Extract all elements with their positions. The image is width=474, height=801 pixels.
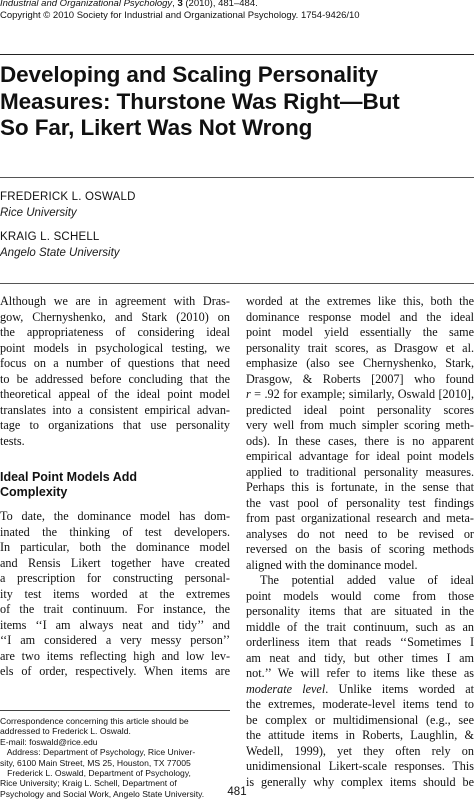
- text-fragment: . Unlike items worded at: [325, 681, 474, 696]
- journal-name: Industrial and Organizational Psychology: [0, 0, 173, 9]
- text-line: reversed on the basis of scoring methods: [246, 542, 474, 556]
- text-line: not.’’ We will refer to items like these as: [246, 666, 474, 680]
- footnote-line: Psychology and Social Work, Angelo State University.: [0, 788, 205, 799]
- text-line: to be addressed before concluding that the: [0, 371, 230, 386]
- text-line: the appropriateness of considering ideal: [0, 325, 230, 339]
- text-line: ity test items worded at the extremes: [0, 586, 230, 601]
- right-column: [246, 294, 474, 790]
- text-line: orderliness item that reads ‘‘Sometimes I: [246, 635, 474, 649]
- text-line: point models in psychological testing, we: [0, 340, 230, 355]
- text-line: Perhaps this is fortunate, in the sense that: [246, 480, 474, 494]
- author-name: KRAIG L. SCHELL: [0, 231, 100, 243]
- section-heading: [0, 470, 230, 500]
- text-line: analyses do not need to be revised or: [246, 526, 474, 541]
- text-line: Wedell, 1999), yet they often rely on: [246, 743, 474, 758]
- text-line: tests.: [0, 433, 25, 448]
- text-line: be complex or multidimensional (e.g., see: [246, 712, 474, 727]
- journal-issue-pages: (2010), 481–484.: [185, 0, 258, 9]
- text-line: the extremes, moderate-level items tend to: [246, 697, 474, 711]
- text-line: Drasgow, & Roberts [2007] who found: [246, 371, 474, 386]
- text-line: personality trait scores, as Drasgow et al.: [246, 340, 474, 355]
- text-line: the attitude items in Roberts, Laughlin, &: [246, 728, 474, 742]
- text-line: the vast pool of personality test findings: [246, 495, 474, 510]
- author-affiliation: Rice University: [0, 206, 77, 219]
- text-line: am neat and tidy, but other times I am: [246, 650, 474, 665]
- text-line: ods). In these cases, there is no apparent: [246, 433, 474, 448]
- text-line: To date, the dominance model has dom-: [0, 509, 230, 523]
- text-line: inated the thinking of test developers.: [0, 524, 230, 539]
- journal-citation: Industrial and Organizational Psychology, 3 (2010), 481–484.: [0, 0, 258, 9]
- text-line: unidimensional Likert-scale responses. This: [246, 759, 474, 773]
- text-line: middle of the trait continuum, such as an: [246, 619, 474, 634]
- text-line: ‘‘I am considered a very messy person’’: [0, 633, 230, 647]
- text-line: Although we are in agreement with Dras-: [0, 294, 230, 308]
- header-rule: [0, 54, 474, 55]
- copyright-line: Copyright © 2010 Society for Industrial and Organizational Psychology. 1754-9426/10: [0, 10, 360, 21]
- text-line: theoretical appeal of the ideal point model: [0, 387, 230, 401]
- footnote-rule: [0, 710, 230, 711]
- journal-volume: 3: [177, 0, 183, 9]
- text-line: very well from much simpler scoring meth-: [246, 418, 474, 432]
- section-heading-line: Ideal Point Models Add: [0, 470, 138, 484]
- footnote-line: E-mail: foswald@rice.edu: [0, 736, 98, 747]
- text-line: personality items that are situated in the: [246, 604, 474, 618]
- text-line: and Rensis Likert together have created: [0, 555, 230, 570]
- text-line: emphasize (also see Chernyshenko, Stark,: [246, 356, 474, 370]
- title-line: Developing and Scaling Personality: [0, 62, 378, 87]
- text-line: translates into a consistent empirical advan-: [0, 402, 230, 417]
- page-number: 481: [227, 786, 247, 798]
- text-line: dominance response model and the ideal: [246, 309, 474, 324]
- title-line: Measures: Thurstone Was Right—But: [0, 88, 400, 114]
- statistic-symbol: r: [246, 387, 251, 401]
- author-rule: [0, 283, 474, 284]
- text-line: tage to organizations that use personality: [0, 418, 230, 432]
- footnote-line: Rice University; Kraig L. Schell, Department of: [0, 778, 177, 789]
- title-line: So Far, Likert Was Not Wrong: [0, 115, 313, 140]
- text-line: [246, 682, 474, 698]
- text-line: focus on a number of questions that need: [0, 356, 230, 370]
- text-line: The potential added value of ideal: [260, 573, 474, 587]
- text-line: empirical advantage for ideal point models: [246, 449, 474, 463]
- text-line: els of order, respectively. When items are: [0, 664, 230, 678]
- author-affiliation: Angelo State University: [0, 246, 120, 259]
- text-line: are two items reflecting high and low lev-: [0, 648, 230, 663]
- text-fragment: = .92 for example; similarly, Oswald [2010],: [250, 387, 474, 401]
- text-line: applied to traditional personality measures.: [246, 464, 474, 479]
- text-line: a prescription for constructing personal-: [0, 571, 230, 585]
- footnote-line: sity, 6100 Main Street, MS 25, Houston, TX 77005: [0, 757, 191, 768]
- article-title: [0, 62, 474, 142]
- section-heading-line: Complexity: [0, 485, 68, 499]
- author-name: FREDERICK L. OSWALD: [0, 191, 136, 203]
- text-line: from past organizational research and meta-: [246, 511, 474, 525]
- emphasized-term: moderate level: [246, 681, 326, 696]
- footnote-line: Address: Department of Psychology, Rice Univer-: [0, 747, 196, 758]
- text-line: items ‘‘I am always neat and tidy’’ and: [0, 617, 230, 632]
- text-line: of the trait continuum. For instance, the: [0, 602, 230, 616]
- author-block: [0, 190, 136, 221]
- text-line: predicted ideal point personality scores: [246, 402, 474, 417]
- footnote-line: addressed to Frederick L. Oswald.: [0, 726, 131, 737]
- text-line: worded at the extremes like this, both the: [246, 294, 474, 308]
- text-line: is generally why complex items should be: [246, 774, 474, 789]
- author-block: [0, 230, 120, 261]
- text-line: [246, 387, 474, 403]
- text-line: In particular, both the dominance model: [0, 540, 230, 554]
- text-line: aligned with the dominance model.: [246, 557, 418, 572]
- text-line: point model yield essentially the same: [246, 325, 474, 339]
- footnote-line: Correspondence concerning this article should be: [0, 716, 189, 726]
- left-column: [0, 294, 230, 680]
- text-line: point models would come from those: [246, 588, 474, 603]
- text-line: gow, Chernyshenko, and Stark (2010) on: [0, 309, 230, 324]
- title-rule: [0, 177, 474, 178]
- footnote-line: Frederick L. Oswald, Department of Psychology,: [0, 768, 191, 779]
